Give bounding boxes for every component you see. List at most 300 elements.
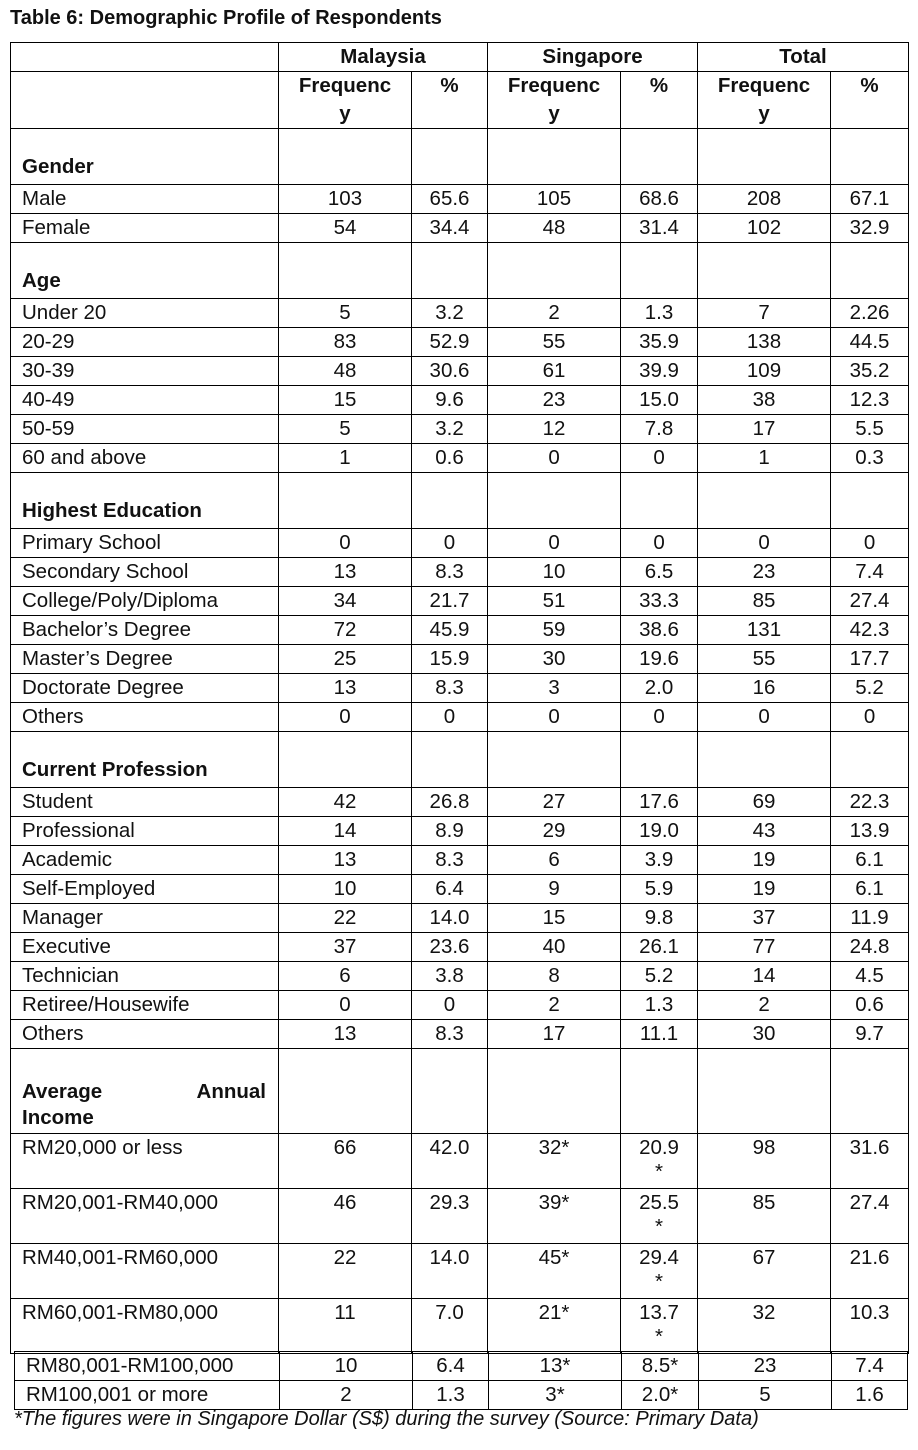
value-cell: 15 xyxy=(488,904,621,933)
table-row xyxy=(11,962,909,991)
row-label: RM20,001-RM40,000 xyxy=(11,1189,279,1244)
table-row xyxy=(11,214,909,243)
table-row xyxy=(11,703,909,732)
value-text: 25.5 xyxy=(639,1191,679,1214)
value-cell: 2 xyxy=(698,991,831,1020)
table-row xyxy=(11,846,909,875)
section-header-row xyxy=(11,129,909,185)
value-cell: 0 xyxy=(488,529,621,558)
table-row xyxy=(11,529,909,558)
row-label: Manager xyxy=(11,904,279,933)
value-cell: 77 xyxy=(698,933,831,962)
section-heading xyxy=(11,1049,279,1134)
value-cell: 2 xyxy=(488,299,621,328)
value-cell: 1 xyxy=(698,444,831,473)
empty-cell xyxy=(831,1049,909,1134)
value-cell: 27 xyxy=(488,788,621,817)
income-extra-table xyxy=(14,1351,908,1410)
value-cell: 5 xyxy=(279,415,412,444)
value-cell: 38 xyxy=(698,386,831,415)
row-label: 40-49 xyxy=(11,386,279,415)
row-label: Academic xyxy=(11,846,279,875)
table-row xyxy=(11,1189,909,1244)
value-cell: 34.4 xyxy=(412,214,488,243)
value-cell: 7.4 xyxy=(831,558,909,587)
value-cell: 35.9 xyxy=(621,328,698,357)
value-cell: 43 xyxy=(698,817,831,846)
row-label: Retiree/Housewife xyxy=(11,991,279,1020)
value-cell: 2.26 xyxy=(831,299,909,328)
value-cell: 9.6 xyxy=(412,386,488,415)
value-cell: 0 xyxy=(621,529,698,558)
value-cell: 17.6 xyxy=(621,788,698,817)
value-cell: 8.3 xyxy=(412,674,488,703)
table-row xyxy=(11,904,909,933)
table-title: Table 6: Demographic Profile of Respondents xyxy=(10,7,442,29)
value-cell: 10 xyxy=(279,875,412,904)
value-cell: 48 xyxy=(488,214,621,243)
value-cell: 67.1 xyxy=(831,185,909,214)
table-row xyxy=(11,1244,909,1299)
table-row xyxy=(11,1299,909,1354)
value-cell: 48 xyxy=(279,357,412,386)
section-heading: Age xyxy=(11,243,279,299)
table-row xyxy=(11,645,909,674)
value-cell: 14.0 xyxy=(412,1244,488,1299)
value-text: 13.7 xyxy=(639,1301,679,1324)
value-cell: 6.1 xyxy=(831,875,909,904)
row-label: 60 and above xyxy=(11,444,279,473)
value-cell: 7.0 xyxy=(412,1299,488,1354)
value-cell: 6.5 xyxy=(621,558,698,587)
value-cell: 11 xyxy=(279,1299,412,1354)
value-cell: 13.9 xyxy=(831,817,909,846)
table-row xyxy=(11,328,909,357)
value-cell: 0.3 xyxy=(831,444,909,473)
table-row xyxy=(11,991,909,1020)
value-cell: 19.0 xyxy=(621,817,698,846)
empty-cell xyxy=(831,473,909,529)
value-cell: 61 xyxy=(488,357,621,386)
empty-cell xyxy=(831,129,909,185)
row-label: RM20,000 or less xyxy=(11,1134,279,1189)
value-cell: 23 xyxy=(699,1352,832,1381)
value-cell: 109 xyxy=(698,357,831,386)
value-cell: 10 xyxy=(280,1352,413,1381)
value-cell: 59 xyxy=(488,616,621,645)
value-cell: 9.8 xyxy=(621,904,698,933)
value-cell: 3.2 xyxy=(412,299,488,328)
value-cell: 1.3 xyxy=(621,299,698,328)
value-cell: 4.5 xyxy=(831,962,909,991)
heading-word: Annual xyxy=(196,1080,266,1103)
empty-cell xyxy=(279,129,412,185)
value-cell: 14 xyxy=(279,817,412,846)
value-cell: 29.3 xyxy=(412,1189,488,1244)
value-cell: 8.3 xyxy=(412,1020,488,1049)
value-cell: 35.2 xyxy=(831,357,909,386)
heading-word: Average xyxy=(22,1080,103,1103)
value-cell: 23 xyxy=(698,558,831,587)
value-cell: 45.9 xyxy=(412,616,488,645)
value-cell: 44.5 xyxy=(831,328,909,357)
value-cell: 0 xyxy=(412,991,488,1020)
value-cell: 10.3 xyxy=(831,1299,909,1354)
table-row xyxy=(11,788,909,817)
empty-cell xyxy=(279,732,412,788)
value-cell: 55 xyxy=(488,328,621,357)
value-cell: 14 xyxy=(698,962,831,991)
value-text: 20.9 xyxy=(639,1136,679,1159)
value-cell: 25 xyxy=(279,645,412,674)
empty-cell xyxy=(621,129,698,185)
table-row xyxy=(11,415,909,444)
table-row xyxy=(11,185,909,214)
value-cell: 22.3 xyxy=(831,788,909,817)
value-cell: 1.6 xyxy=(832,1381,908,1410)
section-header-row xyxy=(11,1049,909,1134)
value-cell: 2 xyxy=(280,1381,413,1410)
empty-cell xyxy=(621,473,698,529)
value-cell: 3* xyxy=(489,1381,622,1410)
row-label: 20-29 xyxy=(11,328,279,357)
value-text: 29.4 xyxy=(639,1246,679,1269)
row-label: Female xyxy=(11,214,279,243)
value-cell: 72 xyxy=(279,616,412,645)
table-row xyxy=(11,817,909,846)
value-cell: 39.9 xyxy=(621,357,698,386)
value-cell: 102 xyxy=(698,214,831,243)
value-cell: 11.9 xyxy=(831,904,909,933)
value-cell: 15.9 xyxy=(412,645,488,674)
value-cell xyxy=(621,1244,698,1299)
subheader-corner xyxy=(11,72,279,129)
value-cell: 0 xyxy=(279,529,412,558)
value-cell: 0 xyxy=(831,703,909,732)
subheader-frequency: Frequenc y xyxy=(488,72,621,129)
value-cell: 85 xyxy=(698,587,831,616)
value-cell: 8.5* xyxy=(622,1352,699,1381)
empty-cell xyxy=(488,1049,621,1134)
value-cell: 0 xyxy=(621,444,698,473)
table-row xyxy=(11,299,909,328)
value-cell: 42.3 xyxy=(831,616,909,645)
value-cell: 0 xyxy=(831,529,909,558)
value-cell: 8.3 xyxy=(412,846,488,875)
heading-word: Income xyxy=(22,1106,94,1129)
value-cell: 19 xyxy=(698,846,831,875)
empty-cell xyxy=(412,732,488,788)
value-cell: 7.4 xyxy=(832,1352,908,1381)
row-label: Bachelor’s Degree xyxy=(11,616,279,645)
value-cell: 32.9 xyxy=(831,214,909,243)
footnote-marker: * xyxy=(655,1325,663,1348)
value-cell: 6.4 xyxy=(412,875,488,904)
value-cell: 65.6 xyxy=(412,185,488,214)
value-cell: 31.6 xyxy=(831,1134,909,1189)
subheader-frequency: Frequenc y xyxy=(698,72,831,129)
section-header-row xyxy=(11,243,909,299)
table-row xyxy=(11,616,909,645)
value-cell: 33.3 xyxy=(621,587,698,616)
row-label: Under 20 xyxy=(11,299,279,328)
value-cell: 208 xyxy=(698,185,831,214)
value-cell: 6 xyxy=(279,962,412,991)
value-cell: 51 xyxy=(488,587,621,616)
value-cell: 5.2 xyxy=(831,674,909,703)
value-cell: 0 xyxy=(412,703,488,732)
value-cell: 2 xyxy=(488,991,621,1020)
footnote-marker: * xyxy=(655,1270,663,1293)
value-cell: 26.8 xyxy=(412,788,488,817)
value-cell xyxy=(621,1134,698,1189)
table-row xyxy=(15,1352,908,1381)
value-cell: 1 xyxy=(279,444,412,473)
value-cell: 5.2 xyxy=(621,962,698,991)
value-cell: 30.6 xyxy=(412,357,488,386)
subheader-frequency: Frequenc y xyxy=(279,72,412,129)
value-cell: 0 xyxy=(412,529,488,558)
section-header-row xyxy=(11,732,909,788)
row-label: Professional xyxy=(11,817,279,846)
value-cell: 8 xyxy=(488,962,621,991)
value-cell: 45* xyxy=(488,1244,621,1299)
value-cell: 55 xyxy=(698,645,831,674)
subheader-percent: % xyxy=(412,72,488,129)
value-cell: 12 xyxy=(488,415,621,444)
row-label: Others xyxy=(11,703,279,732)
value-cell: 103 xyxy=(279,185,412,214)
value-cell: 27.4 xyxy=(831,587,909,616)
value-cell: 5 xyxy=(699,1381,832,1410)
value-cell: 69 xyxy=(698,788,831,817)
value-cell: 6 xyxy=(488,846,621,875)
header-corner xyxy=(11,43,279,72)
row-label: Male xyxy=(11,185,279,214)
table-row xyxy=(11,558,909,587)
value-cell: 27.4 xyxy=(831,1189,909,1244)
empty-cell xyxy=(412,473,488,529)
empty-cell xyxy=(831,243,909,299)
value-cell: 12.3 xyxy=(831,386,909,415)
empty-cell xyxy=(621,243,698,299)
value-cell: 0.6 xyxy=(831,991,909,1020)
value-cell: 19 xyxy=(698,875,831,904)
footnote-marker: * xyxy=(655,1215,663,1238)
value-cell: 13* xyxy=(489,1352,622,1381)
empty-cell xyxy=(698,732,831,788)
empty-cell xyxy=(488,129,621,185)
value-cell: 131 xyxy=(698,616,831,645)
table-row xyxy=(11,933,909,962)
row-label: Technician xyxy=(11,962,279,991)
value-cell: 42 xyxy=(279,788,412,817)
value-cell: 3.9 xyxy=(621,846,698,875)
empty-cell xyxy=(488,732,621,788)
group-header-row xyxy=(11,43,909,72)
value-cell: 30 xyxy=(488,645,621,674)
demographic-table xyxy=(10,42,909,1354)
value-cell: 85 xyxy=(698,1189,831,1244)
row-label: RM40,001-RM60,000 xyxy=(11,1244,279,1299)
value-cell: 2.0 xyxy=(621,674,698,703)
value-cell: 10 xyxy=(488,558,621,587)
section-heading: Current Profession xyxy=(11,732,279,788)
empty-cell xyxy=(279,243,412,299)
empty-cell xyxy=(279,473,412,529)
row-label: RM100,001 or more xyxy=(15,1381,280,1410)
empty-cell xyxy=(412,129,488,185)
empty-cell xyxy=(412,1049,488,1134)
value-cell: 13 xyxy=(279,558,412,587)
value-cell: 98 xyxy=(698,1134,831,1189)
value-cell: 29 xyxy=(488,817,621,846)
value-cell: 0 xyxy=(621,703,698,732)
value-cell: 138 xyxy=(698,328,831,357)
value-cell: 66 xyxy=(279,1134,412,1189)
empty-cell xyxy=(488,243,621,299)
value-cell: 0 xyxy=(279,703,412,732)
value-cell: 14.0 xyxy=(412,904,488,933)
empty-cell xyxy=(488,473,621,529)
value-cell: 105 xyxy=(488,185,621,214)
value-cell: 1.3 xyxy=(413,1381,489,1410)
empty-cell xyxy=(621,1049,698,1134)
row-label: 50-59 xyxy=(11,415,279,444)
value-cell: 22 xyxy=(279,1244,412,1299)
empty-cell xyxy=(621,732,698,788)
row-label: Secondary School xyxy=(11,558,279,587)
value-cell: 13 xyxy=(279,846,412,875)
value-cell: 38.6 xyxy=(621,616,698,645)
value-cell: 42.0 xyxy=(412,1134,488,1189)
value-cell: 1.3 xyxy=(621,991,698,1020)
footnote: *The figures were in Singapore Dollar (S$) during the survey (Source: Primary Data) xyxy=(14,1408,759,1430)
subheader-row xyxy=(11,72,909,129)
value-cell: 83 xyxy=(279,328,412,357)
value-cell: 7.8 xyxy=(621,415,698,444)
value-cell: 39* xyxy=(488,1189,621,1244)
table-row xyxy=(11,587,909,616)
group-header-singapore: Singapore xyxy=(488,43,698,72)
subheader-percent: % xyxy=(831,72,909,129)
row-label: Student xyxy=(11,788,279,817)
value-cell: 34 xyxy=(279,587,412,616)
value-cell: 30 xyxy=(698,1020,831,1049)
subheader-percent: % xyxy=(621,72,698,129)
row-label: Master’s Degree xyxy=(11,645,279,674)
value-cell: 13 xyxy=(279,674,412,703)
value-cell: 19.6 xyxy=(621,645,698,674)
value-cell: 8.3 xyxy=(412,558,488,587)
empty-cell xyxy=(698,473,831,529)
empty-cell xyxy=(698,243,831,299)
row-label: Doctorate Degree xyxy=(11,674,279,703)
row-label: RM80,001-RM100,000 xyxy=(15,1352,280,1381)
value-cell: 17 xyxy=(698,415,831,444)
value-cell: 3.2 xyxy=(412,415,488,444)
value-cell: 17.7 xyxy=(831,645,909,674)
value-cell: 0 xyxy=(488,703,621,732)
value-cell: 32 xyxy=(698,1299,831,1354)
value-cell: 5.9 xyxy=(621,875,698,904)
group-header-malaysia: Malaysia xyxy=(279,43,488,72)
table-row xyxy=(11,1020,909,1049)
value-cell: 21.6 xyxy=(831,1244,909,1299)
row-label: RM60,001-RM80,000 xyxy=(11,1299,279,1354)
value-cell: 54 xyxy=(279,214,412,243)
section-heading: Highest Education xyxy=(11,473,279,529)
value-cell: 37 xyxy=(698,904,831,933)
value-cell: 37 xyxy=(279,933,412,962)
value-cell: 23.6 xyxy=(412,933,488,962)
value-cell: 9.7 xyxy=(831,1020,909,1049)
table-row xyxy=(11,357,909,386)
value-cell: 23 xyxy=(488,386,621,415)
table-row xyxy=(11,674,909,703)
value-cell: 6.4 xyxy=(413,1352,489,1381)
value-cell: 5.5 xyxy=(831,415,909,444)
value-cell: 0.6 xyxy=(412,444,488,473)
table-row xyxy=(15,1381,908,1410)
value-cell xyxy=(621,1189,698,1244)
value-cell: 26.1 xyxy=(621,933,698,962)
table-row xyxy=(11,1134,909,1189)
row-label: Self-Employed xyxy=(11,875,279,904)
footnote-marker: * xyxy=(655,1160,663,1183)
value-cell: 6.1 xyxy=(831,846,909,875)
value-cell: 8.9 xyxy=(412,817,488,846)
row-label: Others xyxy=(11,1020,279,1049)
row-label: 30-39 xyxy=(11,357,279,386)
value-cell: 31.4 xyxy=(621,214,698,243)
value-cell: 40 xyxy=(488,933,621,962)
value-cell: 16 xyxy=(698,674,831,703)
value-cell: 9 xyxy=(488,875,621,904)
value-cell: 21.7 xyxy=(412,587,488,616)
section-header-row xyxy=(11,473,909,529)
value-cell: 3 xyxy=(488,674,621,703)
value-cell: 24.8 xyxy=(831,933,909,962)
value-cell: 7 xyxy=(698,299,831,328)
value-cell: 5 xyxy=(279,299,412,328)
value-cell: 0 xyxy=(698,703,831,732)
value-cell: 67 xyxy=(698,1244,831,1299)
empty-cell xyxy=(279,1049,412,1134)
group-header-total: Total xyxy=(698,43,909,72)
value-cell: 32* xyxy=(488,1134,621,1189)
empty-cell xyxy=(412,243,488,299)
value-cell: 46 xyxy=(279,1189,412,1244)
value-cell: 22 xyxy=(279,904,412,933)
value-cell: 2.0* xyxy=(622,1381,699,1410)
empty-cell xyxy=(831,732,909,788)
row-label: Executive xyxy=(11,933,279,962)
value-cell xyxy=(621,1299,698,1354)
section-heading: Gender xyxy=(11,129,279,185)
value-cell: 68.6 xyxy=(621,185,698,214)
value-cell: 13 xyxy=(279,1020,412,1049)
value-cell: 17 xyxy=(488,1020,621,1049)
row-label: Primary School xyxy=(11,529,279,558)
empty-cell xyxy=(698,1049,831,1134)
value-cell: 3.8 xyxy=(412,962,488,991)
value-cell: 15.0 xyxy=(621,386,698,415)
table-row xyxy=(11,386,909,415)
value-cell: 0 xyxy=(698,529,831,558)
empty-cell xyxy=(698,129,831,185)
row-label: College/Poly/Diploma xyxy=(11,587,279,616)
